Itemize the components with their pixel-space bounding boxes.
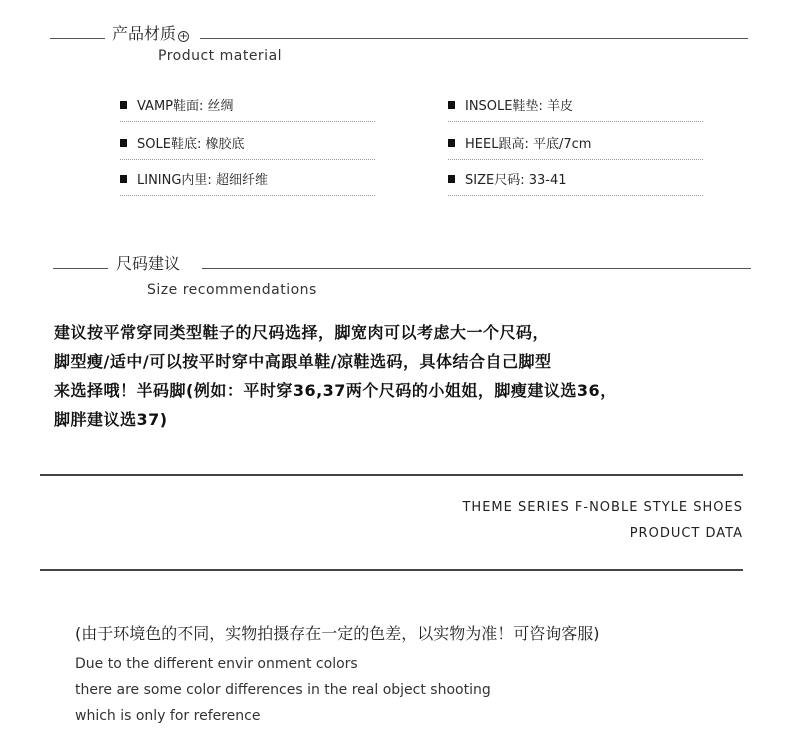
divider [50,38,105,39]
square-bullet-icon [120,101,127,109]
material-title-en: Product material [158,48,283,64]
material-item [448,172,703,196]
color-note-en: which is only for reference [75,708,261,724]
item-label: INSOLE鞋垫: 羊皮 [465,99,574,114]
size-title-en: Size recommendations [147,282,317,298]
item-label: LINING内里: 超细纤维 [137,173,268,188]
divider [202,268,751,269]
divider [40,474,743,476]
divider [40,569,743,571]
text-line: 来选择哦！半码脚(例如：平时穿36,37两个尺码的小姐姐，脚瘦建议选36， [54,381,617,400]
material-title-cn [112,24,189,44]
theme-line: THEME SERIES F-NOBLE STYLE SHOES [462,500,743,515]
square-bullet-icon [448,175,455,183]
color-note-cn: (由于环境色的不同，实物拍摄存在一定的色差，以实物为准！可咨询客服) [75,624,600,643]
divider [200,38,748,39]
text-line: 建议按平常穿同类型鞋子的尺码选择，脚宽肉可以考虑大一个尺码， [54,323,550,342]
size-title-cn: 尺码建议 [116,254,181,273]
material-item [120,172,375,196]
plus-circle-icon: + [179,31,188,42]
square-bullet-icon [448,139,455,147]
item-label: SIZE尺码: 33-41 [465,173,567,188]
material-item [120,98,375,122]
product-data-line: PRODUCT DATA [629,526,743,541]
size-recommendation-text [54,318,617,434]
square-bullet-icon [120,175,127,183]
material-item [448,136,703,160]
text-line: 脚胖建议选37) [54,410,168,429]
title-text: 产品材质 [112,24,177,43]
color-note-en: there are some color differences in the real object shooting [75,682,491,698]
divider [53,268,108,269]
color-note-en: Due to the different envir onment colors [75,656,358,672]
item-label: VAMP鞋面: 丝绸 [137,99,234,114]
item-label: SOLE鞋底: 橡胶底 [137,137,245,152]
text-line: 脚型瘦/适中/可以按平时穿中高跟单鞋/凉鞋选码，具体结合自己脚型 [54,352,552,371]
square-bullet-icon [120,139,127,147]
material-item [120,136,375,160]
square-bullet-icon [448,101,455,109]
item-label: HEEL跟高: 平底/7cm [465,137,592,152]
material-item [448,98,703,122]
